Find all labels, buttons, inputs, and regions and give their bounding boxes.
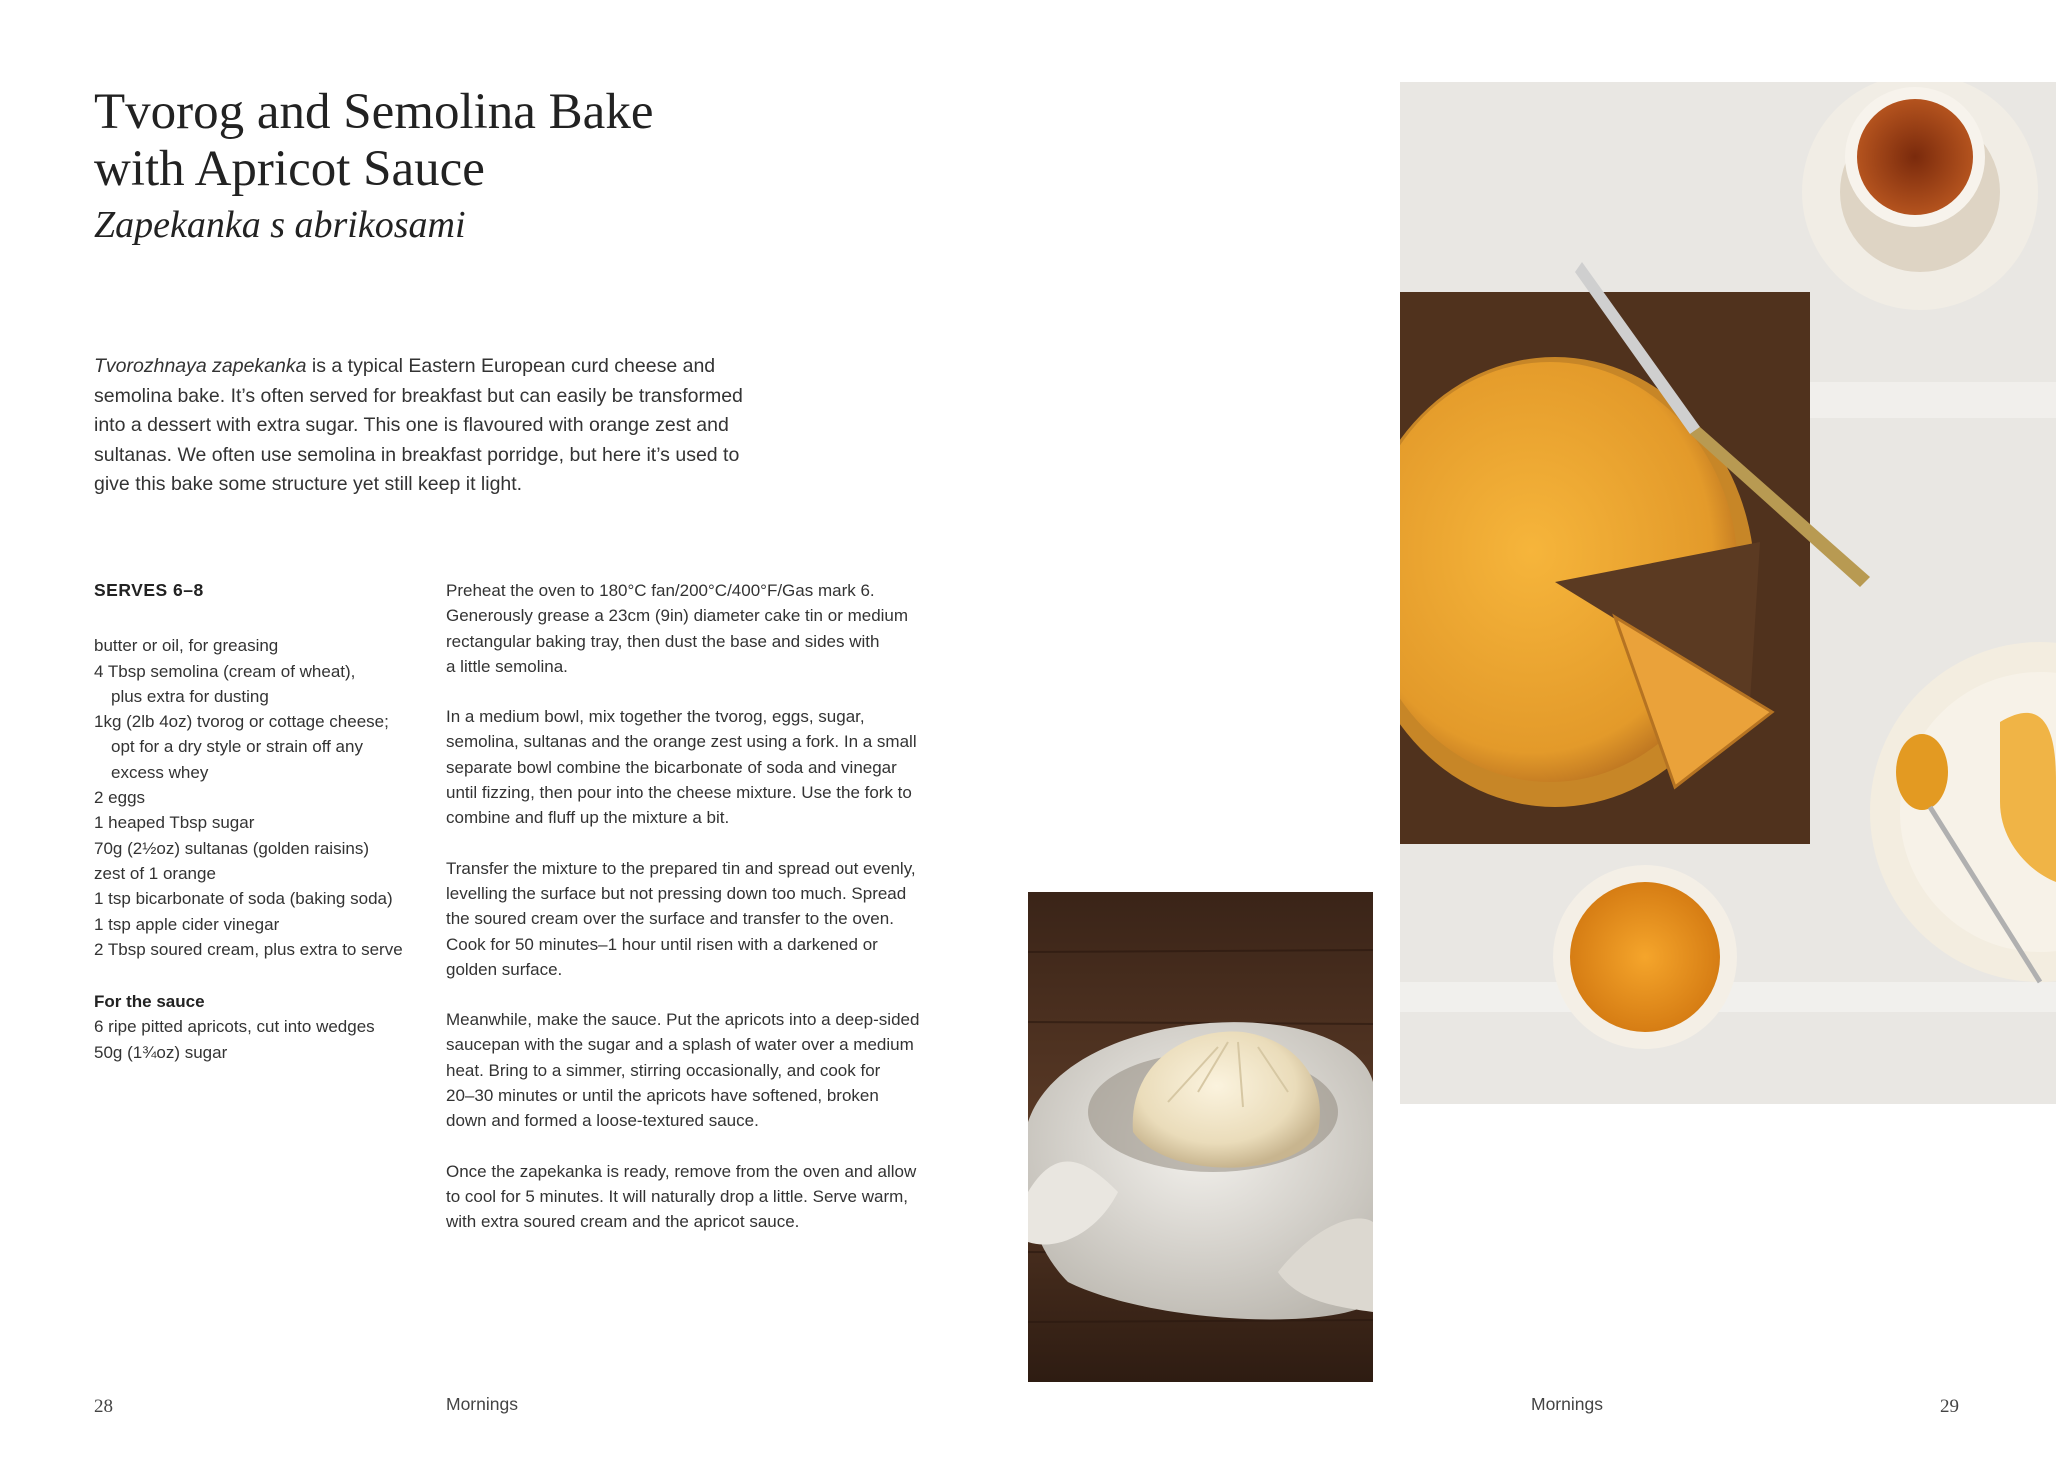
method-step [446,578,946,679]
method-line: 20–30 minutes or until the apricots have softened, broken [446,1086,879,1106]
method-line: Transfer the mixture to the prepared tin and spread out evenly, [446,858,916,878]
method-line: Once the zapekanka is ready, remove from the oven and allow [446,1161,917,1181]
method-line: saucepan with the sugar and a splash of water over a medium [446,1035,914,1055]
intro-line: semolina bake. It’s often served for breakfast but can easily be transformed [94,384,743,407]
ingredient-item: 70g (2½oz) sultanas (golden raisins) [94,838,369,858]
method-line: rectangular baking tray, then dust the base and sides with [446,631,880,651]
method-line: a little semolina. [446,656,568,676]
title-line-2: with Apricot Sauce [94,141,485,197]
page-number-right: 29 [1940,1396,1959,1417]
method-column [446,578,946,1260]
title-line-1: Tvorog and Semolina Bake [94,84,654,140]
ingredient-item: 1 tsp apple cider vinegar [94,914,280,934]
method-step [446,704,946,830]
ingredient-item: zest of 1 orange [94,863,216,883]
ingredient-item: 1 tsp bicarbonate of soda (baking soda) [94,889,393,909]
method-line: Generously grease a 23cm (9in) diameter cake tin or medium [446,606,909,626]
running-head-left: Mornings [446,1394,518,1414]
recipe-intro [94,352,784,500]
running-head-right: Mornings [1531,1394,1603,1414]
page-number-left: 28 [94,1396,113,1417]
method-line: with extra soured cream and the apricot sauce. [446,1212,800,1232]
cake-photo [1400,82,2056,1104]
method-line: Meanwhile, make the sauce. Put the apricots into a deep-sided [446,1010,920,1030]
method-line: to cool for 5 minutes. It will naturally drop a little. Serve warm, [446,1186,909,1206]
method-line: Preheat the oven to 180°C fan/200°C/400°F/Gas mark 6. [446,581,875,600]
method-line: semolina, sultanas and the orange zest using a fork. In a small [446,732,917,752]
sauce-heading: For the sauce [94,992,205,1012]
recipe-title [94,84,794,198]
ingredient-item: 1 heaped Tbsp sugar [94,813,255,833]
ingredient-item: excess whey [111,762,209,782]
ingredient-item: opt for a dry style or strain off any [111,737,363,757]
method-line: In a medium bowl, mix together the tvorog, eggs, sugar, [446,707,865,727]
ingredient-item: 1kg (2lb 4oz) tvorog or cottage cheese; [94,712,389,732]
sauce-ingredient-item: 6 ripe pitted apricots, cut into wedges [94,1017,375,1037]
method-line: the soured cream over the surface and transfer to the oven. [446,909,894,929]
ingredient-item: plus extra for dusting [111,686,269,706]
method-line: heat. Bring to a simmer, stirring occasionally, and cook for [446,1060,881,1080]
method-line: levelling the surface but not pressing down too much. Spread [446,883,907,903]
curd-cheese-photo [1028,892,1373,1382]
sauce-ingredient-list [94,1014,424,1065]
serves-label: SERVES 6–8 [94,580,204,600]
ingredient-item: 2 Tbsp soured cream, plus extra to serve [94,939,403,959]
method-step [446,856,946,982]
intro-line: into a dessert with extra sugar. This one is flavoured with orange zest and [94,414,729,436]
sauce-ingredient-item: 50g (1¾oz) sugar [94,1042,228,1062]
zapekanka-with-apricot-sauce-photo [1400,82,2056,1104]
intro-line: is a typical Eastern European curd cheese and [306,355,716,377]
intro-italic-term: Tvorozhnaya zapekanka [94,355,307,377]
method-line: until fizzing, then pour into the cheese mixture. Use the fork to [446,783,912,803]
intro-line: sultanas. We often use semolina in breakfast porridge, but here it’s used to [94,443,740,466]
method-line: separate bowl combine the bicarbonate of soda and vinegar [446,757,897,777]
method-line: combine and fluff up the mixture a bit. [446,808,730,828]
ingredient-item: butter or oil, for greasing [94,636,279,656]
method-line: Cook for 50 minutes–1 hour until risen with a darkened or [446,934,878,954]
curd-cheese-in-muslin-photo [1028,892,1373,1382]
method-line: down and formed a loose-textured sauce. [446,1111,759,1131]
method-step [446,1007,946,1133]
recipe-subtitle: Zapekanka s abrikosami [94,204,466,246]
intro-line: give this bake some structure yet still keep it light. [94,473,523,495]
ingredient-list [94,633,424,962]
method-line: golden surface. [446,959,563,979]
ingredient-item: 2 eggs [94,788,146,808]
method-step [446,1159,946,1235]
ingredient-item: 4 Tbsp semolina (cream of wheat), [94,661,356,681]
ingredients-column [94,578,424,1065]
